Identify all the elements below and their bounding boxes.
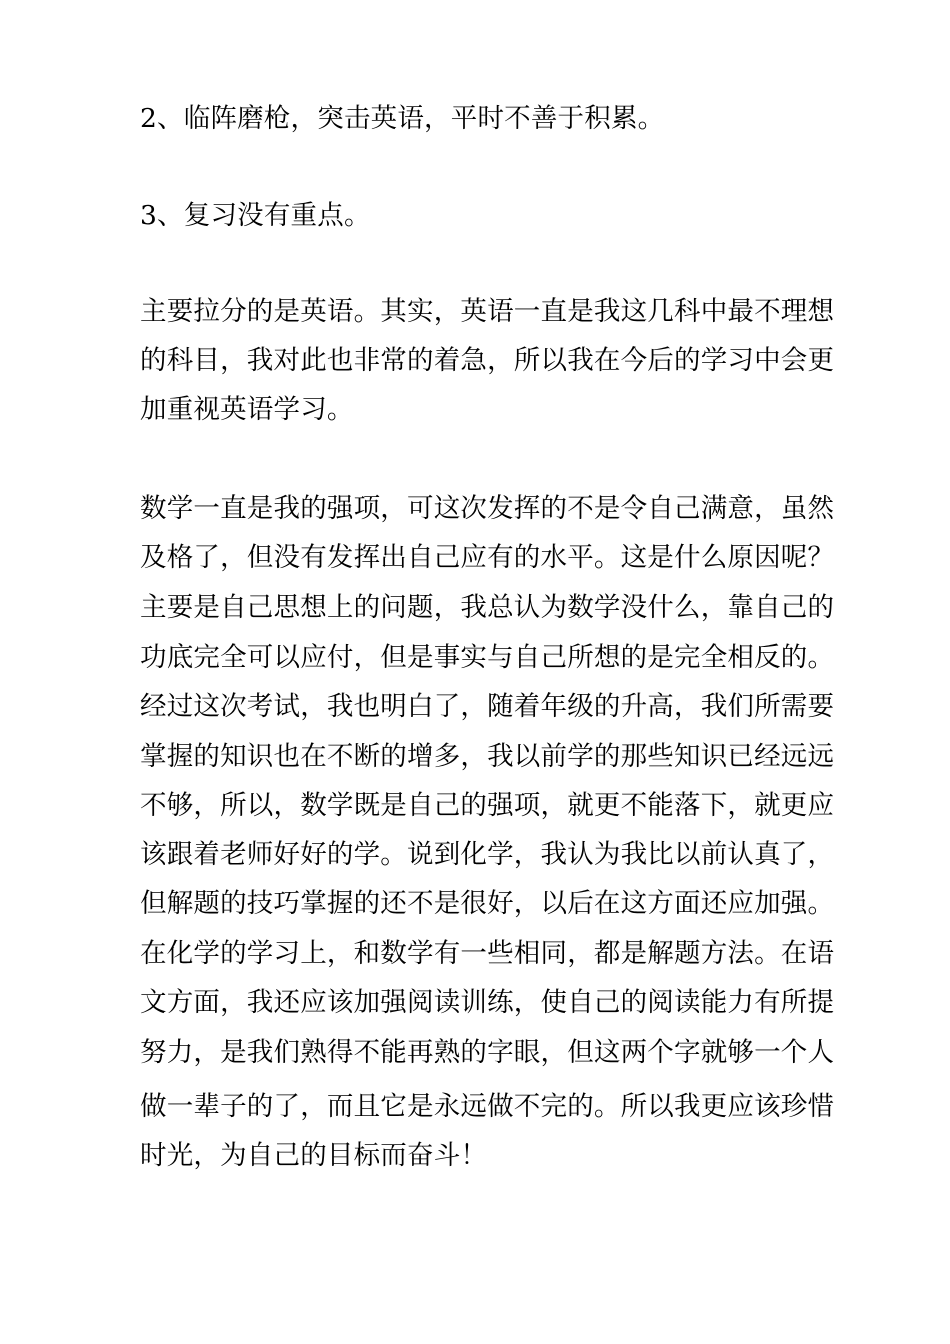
- paragraph-math-line: 在化学的学习上，和数学有一些相同，都是解题方法。在语: [140, 938, 835, 969]
- paragraph-math-line: 功底完全可以应付，但是事实与自己所想的是完全相反的。: [140, 642, 835, 673]
- paragraph-english-line: 的科目，我对此也非常的着急，所以我在今后的学习中会更: [140, 345, 835, 376]
- paragraph-math-line: 努力，是我们熟得不能再熟的字眼，但这两个字就够一个人: [140, 1037, 835, 1068]
- paragraph-math-line: 做一辈子的了，而且它是永远做不完的。所以我更应该珍惜: [140, 1091, 835, 1122]
- paragraph-math-line: 经过这次考试，我也明白了，随着年级的升高，我们所需要: [140, 691, 835, 722]
- paragraph-math-line: 及格了，但没有发挥出自己应有的水平。这是什么原因呢？: [140, 542, 835, 573]
- paragraph-math-line: 掌握的知识也在不断的增多，我以前学的那些知识已经远远: [140, 741, 835, 772]
- paragraph-math-line: 该跟着老师好好的学。说到化学，我认为我比以前认真了，: [140, 839, 835, 870]
- paragraph-math-line: 主要是自己思想上的问题，我总认为数学没什么，靠自己的: [140, 592, 835, 623]
- list-item-3: 3、复习没有重点。: [140, 200, 371, 231]
- list-item-2: 2、临阵磨枪，突击英语，平时不善于积累。: [140, 103, 665, 134]
- paragraph-english-line: 加重视英语学习。: [140, 394, 354, 425]
- paragraph-math-line: 时光，为自己的目标而奋斗！: [140, 1140, 488, 1171]
- paragraph-math-line: 但解题的技巧掌握的还不是很好，以后在这方面还应加强。: [140, 888, 835, 919]
- paragraph-math-line: 数学一直是我的强项，可这次发挥的不是令自己满意，虽然: [140, 493, 835, 524]
- paragraph-math-line: 不够，所以，数学既是自己的强项，就更不能落下，就更应: [140, 790, 835, 821]
- paragraph-english-line: 主要拉分的是英语。其实，英语一直是我这几科中最不理想: [140, 296, 835, 327]
- paragraph-math-line: 文方面，我还应该加强阅读训练，使自己的阅读能力有所提: [140, 987, 835, 1018]
